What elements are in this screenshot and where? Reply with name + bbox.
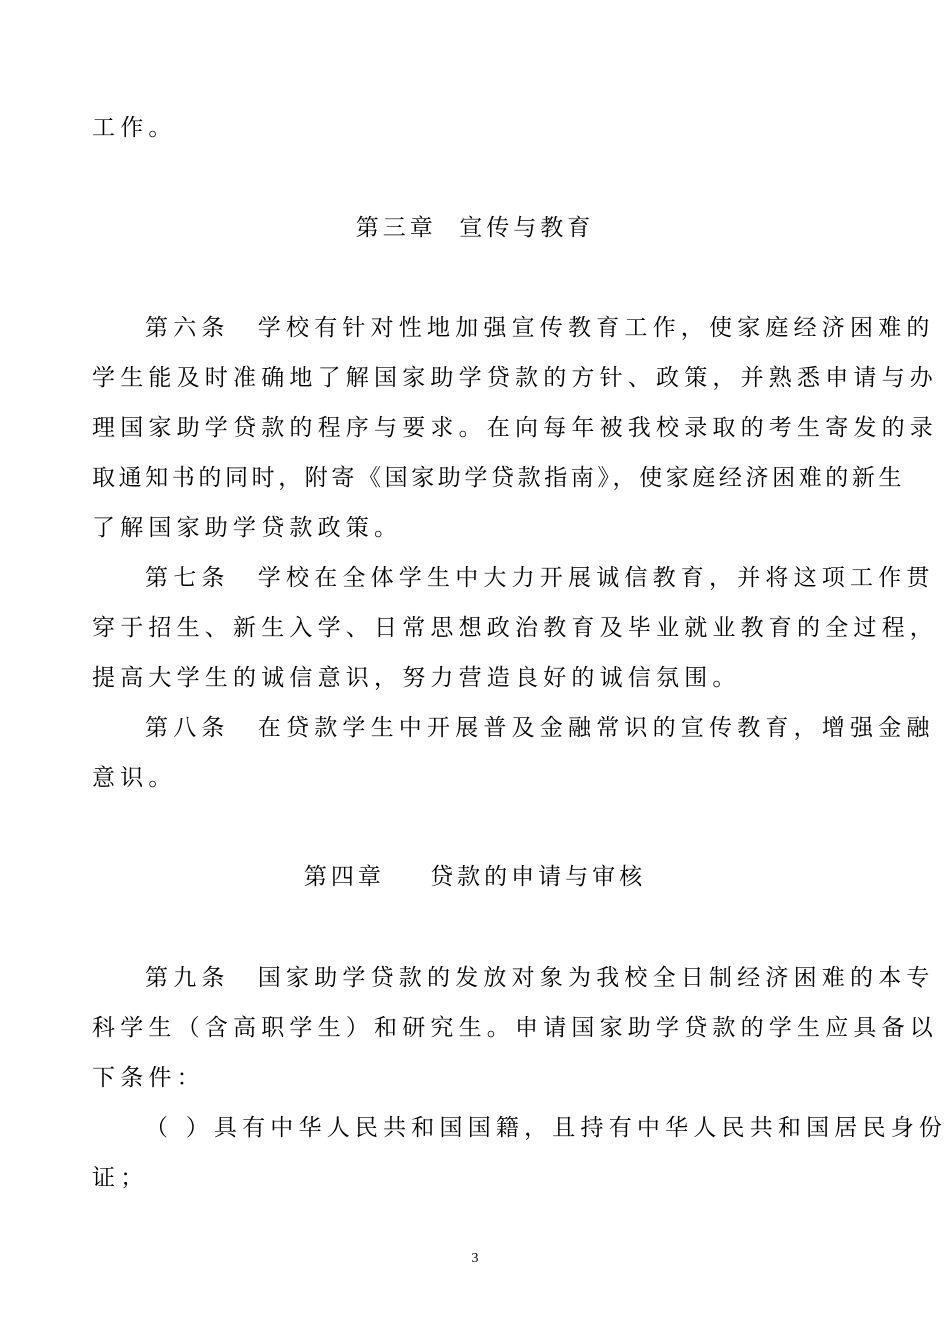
article-eight-first-line: 第八条 在贷款学生中开展普及金融常识的宣传教育，增强金融 [145, 715, 935, 741]
text-line: 了解国家助学贷款政策。 [92, 515, 403, 541]
text-line: 取通知书的同时，附寄《国家助学贷款指南》，使家庭经济困难的新生 [92, 465, 906, 491]
text-line: 理国家助学贷款的程序与要求。在向每年被我校录取的考生寄发的录 [92, 415, 938, 441]
article-seven-first-line: 第七条 学校在全体学生中大力开展诚信教育，并将这项工作贯 [145, 565, 935, 591]
text-line: 证； [92, 1165, 149, 1191]
condition-item-line: （ ）具有中华人民共和国国籍，且持有中华人民共和国居民身份 [145, 1115, 948, 1141]
text-line: 学生能及时准确地了解国家助学贷款的方针、政策，并熟悉申请与办 [92, 365, 938, 391]
page-number: 3 [471, 1251, 479, 1266]
text-line: 工作。 [92, 115, 177, 141]
chapter-heading: 第四章 贷款的申请与审核 [303, 864, 647, 890]
article-nine-first-line: 第九条 国家助学贷款的发放对象为我校全日制经济困难的本专 [145, 965, 935, 991]
text-line: 意识。 [92, 765, 177, 791]
chapter-heading: 第三章 宣传与教育 [355, 215, 595, 241]
text-line: 提高大学生的诚信意识，努力营造良好的诚信氛围。 [92, 665, 741, 691]
text-line: 科学生（含高职学生）和研究生。申请国家助学贷款的学生应具备以 [92, 1015, 938, 1041]
text-line: 下条件： [92, 1065, 205, 1091]
article-six-first-line: 第六条 学校有针对性地加强宣传教育工作，使家庭经济困难的 [145, 315, 935, 341]
text-line: 穿于招生、新生入学、日常思想政治教育及毕业就业教育的全过程， [92, 615, 938, 641]
